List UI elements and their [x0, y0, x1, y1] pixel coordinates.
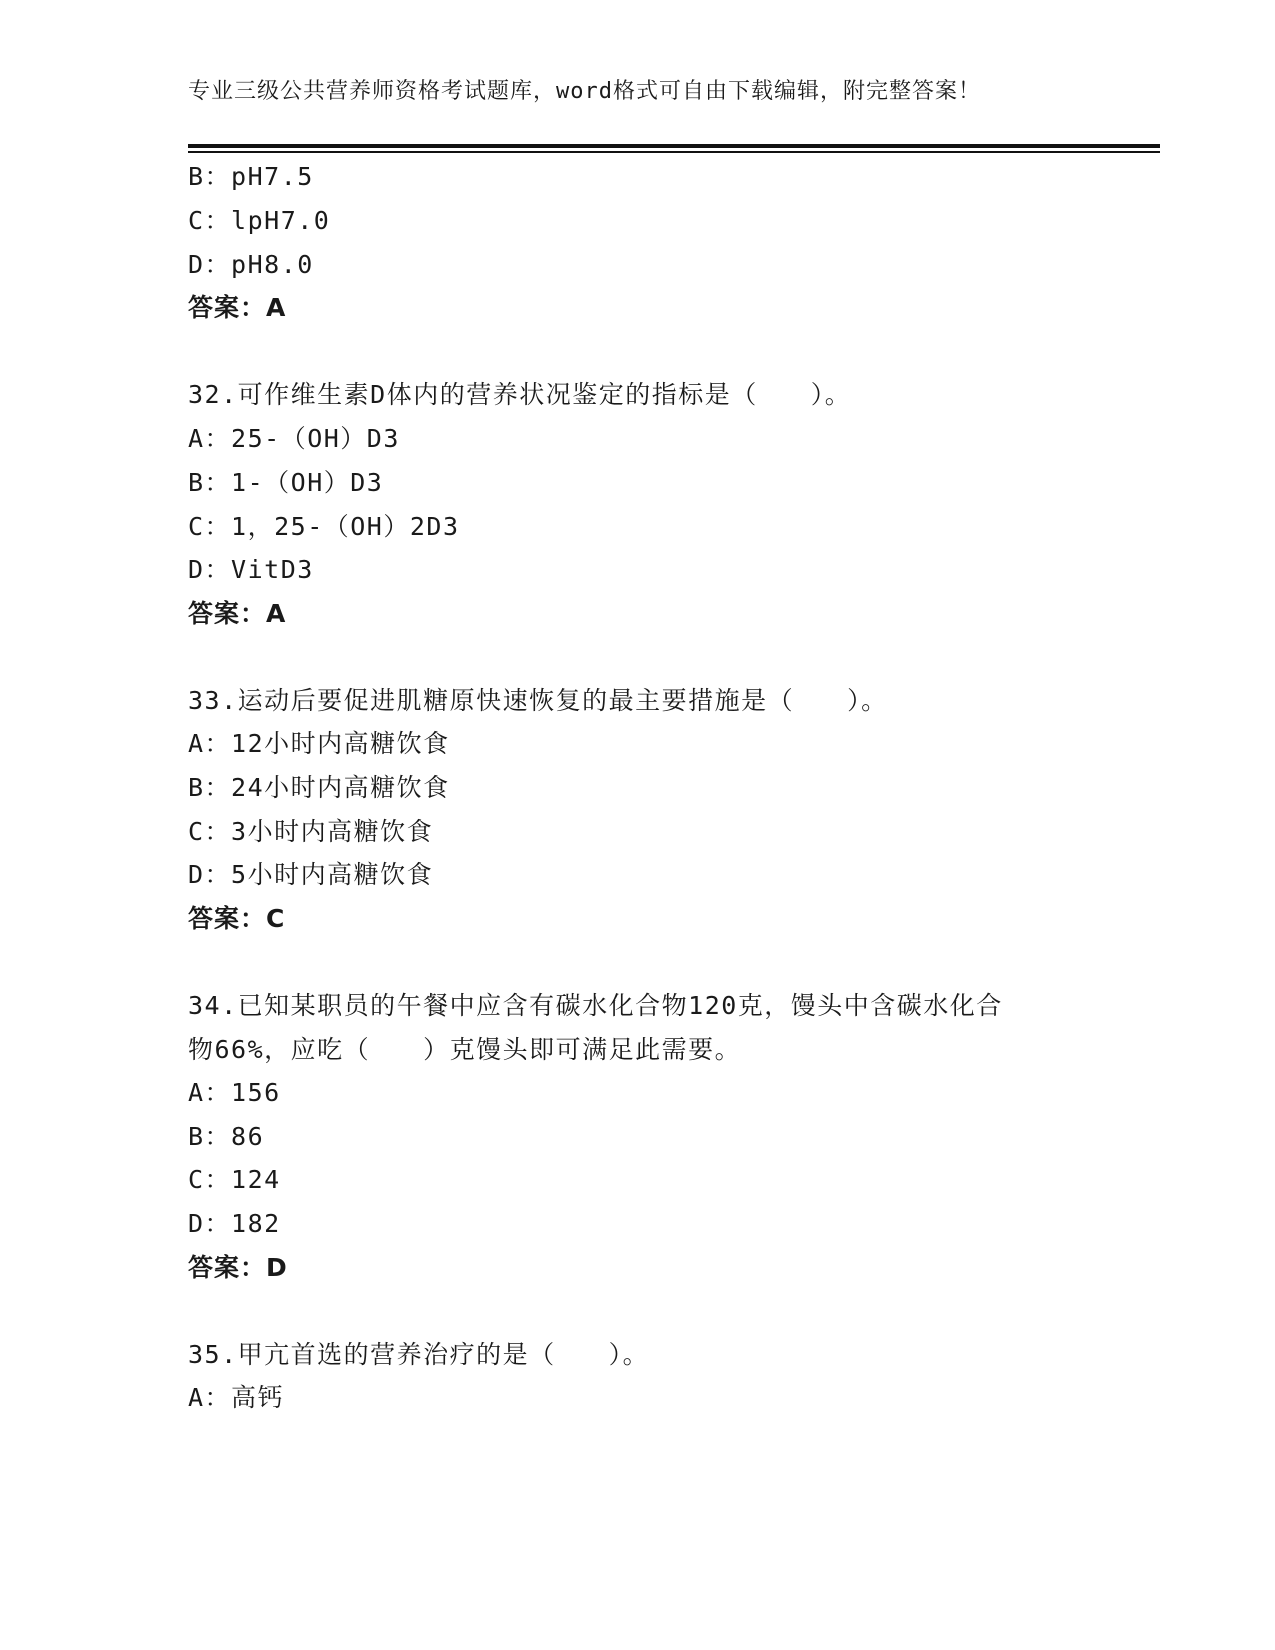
option-c: C：1，25-（OH）2D3 [188, 512, 460, 541]
option-c: C：3小时内高糖饮食 [188, 817, 434, 846]
header-divider-thin [188, 151, 1160, 153]
answer-line: 答案：D [188, 1253, 288, 1282]
option-d: D：182 [188, 1209, 281, 1238]
option-d: D：pH8.0 [188, 250, 314, 279]
option-b: B：86 [188, 1122, 265, 1151]
option-b: B：24小时内高糖饮食 [188, 773, 450, 802]
question-32: 32.可作维生素D体内的营养状况鉴定的指标是（ ）。 [188, 380, 852, 409]
question-34-line-2: 物66%，应吃（ ）克馒头即可满足此需要。 [188, 1035, 742, 1064]
page-header: 专业三级公共营养师资格考试题库，word格式可自由下载编辑，附完整答案！ [188, 79, 981, 104]
option-a: A：12小时内高糖饮食 [188, 729, 450, 758]
answer-line: 答案：A [188, 599, 287, 628]
option-a: A：25-（OH）D3 [188, 424, 400, 453]
answer-line: 答案：C [188, 904, 286, 933]
option-d: D：5小时内高糖饮食 [188, 860, 434, 889]
question-34-line-1: 34.已知某职员的午餐中应含有碳水化合物120克，馒头中含碳水化合 [188, 991, 1003, 1020]
option-a: A：高钙 [188, 1383, 285, 1412]
question-35: 35.甲亢首选的营养治疗的是（ ）。 [188, 1340, 650, 1369]
option-a: A：156 [188, 1078, 281, 1107]
option-c: C：124 [188, 1165, 281, 1194]
question-33: 33.运动后要促进肌糖原快速恢复的最主要措施是（ ）。 [188, 686, 888, 715]
option-d: D：VitD3 [188, 555, 314, 584]
option-c: C：lpH7.0 [188, 206, 331, 235]
answer-line: 答案：A [188, 293, 287, 322]
header-divider-thick [188, 144, 1160, 148]
option-b: B：pH7.5 [188, 162, 314, 191]
option-b: B：1-（OH）D3 [188, 468, 384, 497]
